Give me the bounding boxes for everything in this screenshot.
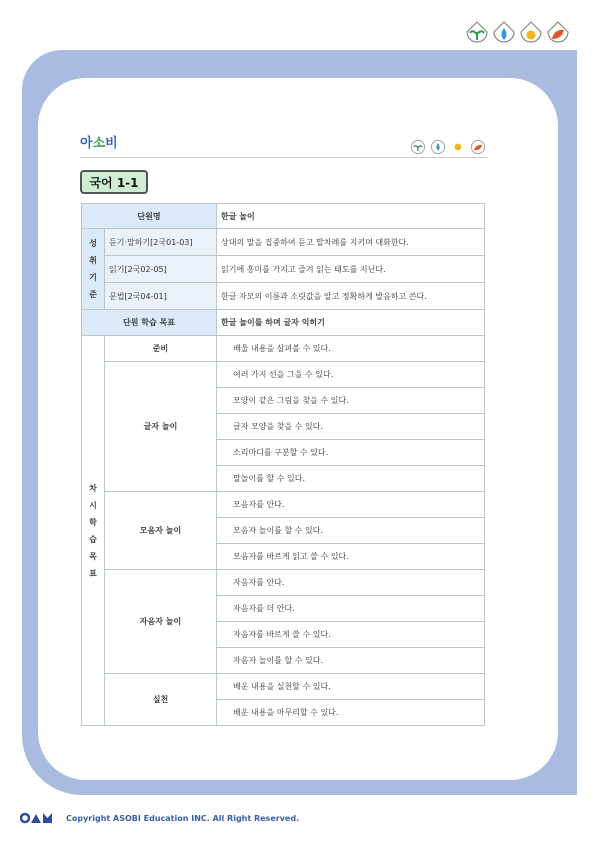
standards-label-char: 성 — [89, 239, 97, 248]
unit-name: 한글 놀이 — [217, 204, 485, 229]
divider — [80, 157, 488, 158]
sun-icon — [450, 139, 466, 155]
table-row — [82, 229, 485, 256]
brand-logo-part: 소 — [92, 136, 106, 151]
lesson-goal: 소리마디를 구분할 수 있다. — [217, 440, 485, 466]
lesson-goal: 모양이 같은 그림을 찾을 수 있다. — [217, 388, 485, 414]
standard-area: 문법[2국04-01] — [105, 283, 217, 310]
lesson-goal: 배울 내용을 살펴볼 수 있다. — [217, 336, 485, 362]
footer-logo-icon — [20, 812, 54, 824]
copyright-text: Copyright ASOBI Education INC. All Right Reserved. — [66, 813, 300, 823]
table-row — [82, 310, 485, 336]
brand-logo-part: 아 — [80, 136, 93, 151]
goal-text: 한글 놀이를 하며 글자 익히기 — [217, 310, 485, 336]
lesson-label-char: 목 — [89, 551, 97, 561]
sprout-icon — [465, 20, 489, 46]
standards-label-char: 준 — [89, 290, 97, 299]
lesson-goal: 모음자를 바르게 읽고 쓸 수 있다. — [217, 544, 485, 570]
lesson-label-char: 학 — [89, 517, 97, 527]
mini-icon-set — [410, 139, 486, 155]
lesson-name: 실천 — [105, 674, 217, 726]
lesson-goal: 모음자를 안다. — [217, 492, 485, 518]
standards-label-char: 취 — [89, 256, 97, 265]
leaf-icon — [470, 139, 486, 155]
unit-header: 단원명 — [82, 204, 217, 229]
standard-area: 듣기·말하기[2국01-03] — [105, 229, 217, 256]
lesson-label-char: 표 — [89, 568, 97, 578]
standard-text: 읽기에 흥미를 가지고 즐겨 읽는 태도를 지닌다. — [217, 256, 485, 283]
standards-label — [82, 229, 105, 310]
sun-icon — [519, 20, 543, 46]
standard-area: 읽기[2국02-05] — [105, 256, 217, 283]
lesson-name: 준비 — [105, 336, 217, 362]
water-drop-icon — [430, 139, 446, 155]
lesson-goal: 배운 내용을 실천할 수 있다. — [217, 674, 485, 700]
table-row — [82, 256, 485, 283]
lesson-goal: 모음자 놀이를 할 수 있다. — [217, 518, 485, 544]
standards-label-char: 기 — [89, 273, 97, 282]
lesson-label-char: 시 — [89, 500, 97, 510]
footer — [20, 812, 299, 824]
goal-header: 단원 학습 목표 — [82, 310, 217, 336]
brand-icon-set — [465, 20, 570, 46]
lesson-goal: 자음자를 안다. — [217, 570, 485, 596]
lesson-goal: 여러 가지 선을 그을 수 있다. — [217, 362, 485, 388]
lesson-goals-label — [82, 336, 105, 726]
table-row — [82, 204, 485, 229]
lesson-goal: 배운 내용을 마무리할 수 있다. — [217, 700, 485, 726]
leaf-icon — [546, 20, 570, 46]
table-row — [82, 492, 485, 518]
water-drop-icon — [492, 20, 516, 46]
lesson-label-char: 차 — [89, 483, 97, 493]
lesson-label-char: 습 — [89, 534, 97, 544]
lesson-goal: 자음자를 바르게 쓸 수 있다. — [217, 622, 485, 648]
lesson-goal: 말놀이를 할 수 있다. — [217, 466, 485, 492]
brand-logo — [80, 132, 118, 151]
table-row — [82, 362, 485, 388]
standard-text: 한글 자모의 이름과 소릿값을 알고 정확하게 발음하고 쓴다. — [217, 283, 485, 310]
subject-tag: 국어 1-1 — [80, 170, 148, 194]
lesson-name: 모음자 놀이 — [105, 492, 217, 570]
table-row — [82, 283, 485, 310]
table-row — [82, 674, 485, 700]
table-row — [82, 570, 485, 596]
lesson-plan-table — [81, 203, 485, 726]
brand-logo-part: 비 — [105, 136, 118, 151]
standard-text: 상대의 말을 집중하여 듣고 말차례를 지키며 대화한다. — [217, 229, 485, 256]
sprout-icon — [410, 139, 426, 155]
lesson-goal: 글자 모양을 찾을 수 있다. — [217, 414, 485, 440]
lesson-name: 글자 놀이 — [105, 362, 217, 492]
lesson-name: 자음자 놀이 — [105, 570, 217, 674]
lesson-goal: 자음자 놀이를 할 수 있다. — [217, 648, 485, 674]
table-row — [82, 336, 485, 362]
lesson-goal: 자음자를 더 안다. — [217, 596, 485, 622]
footer-logo — [20, 812, 54, 824]
